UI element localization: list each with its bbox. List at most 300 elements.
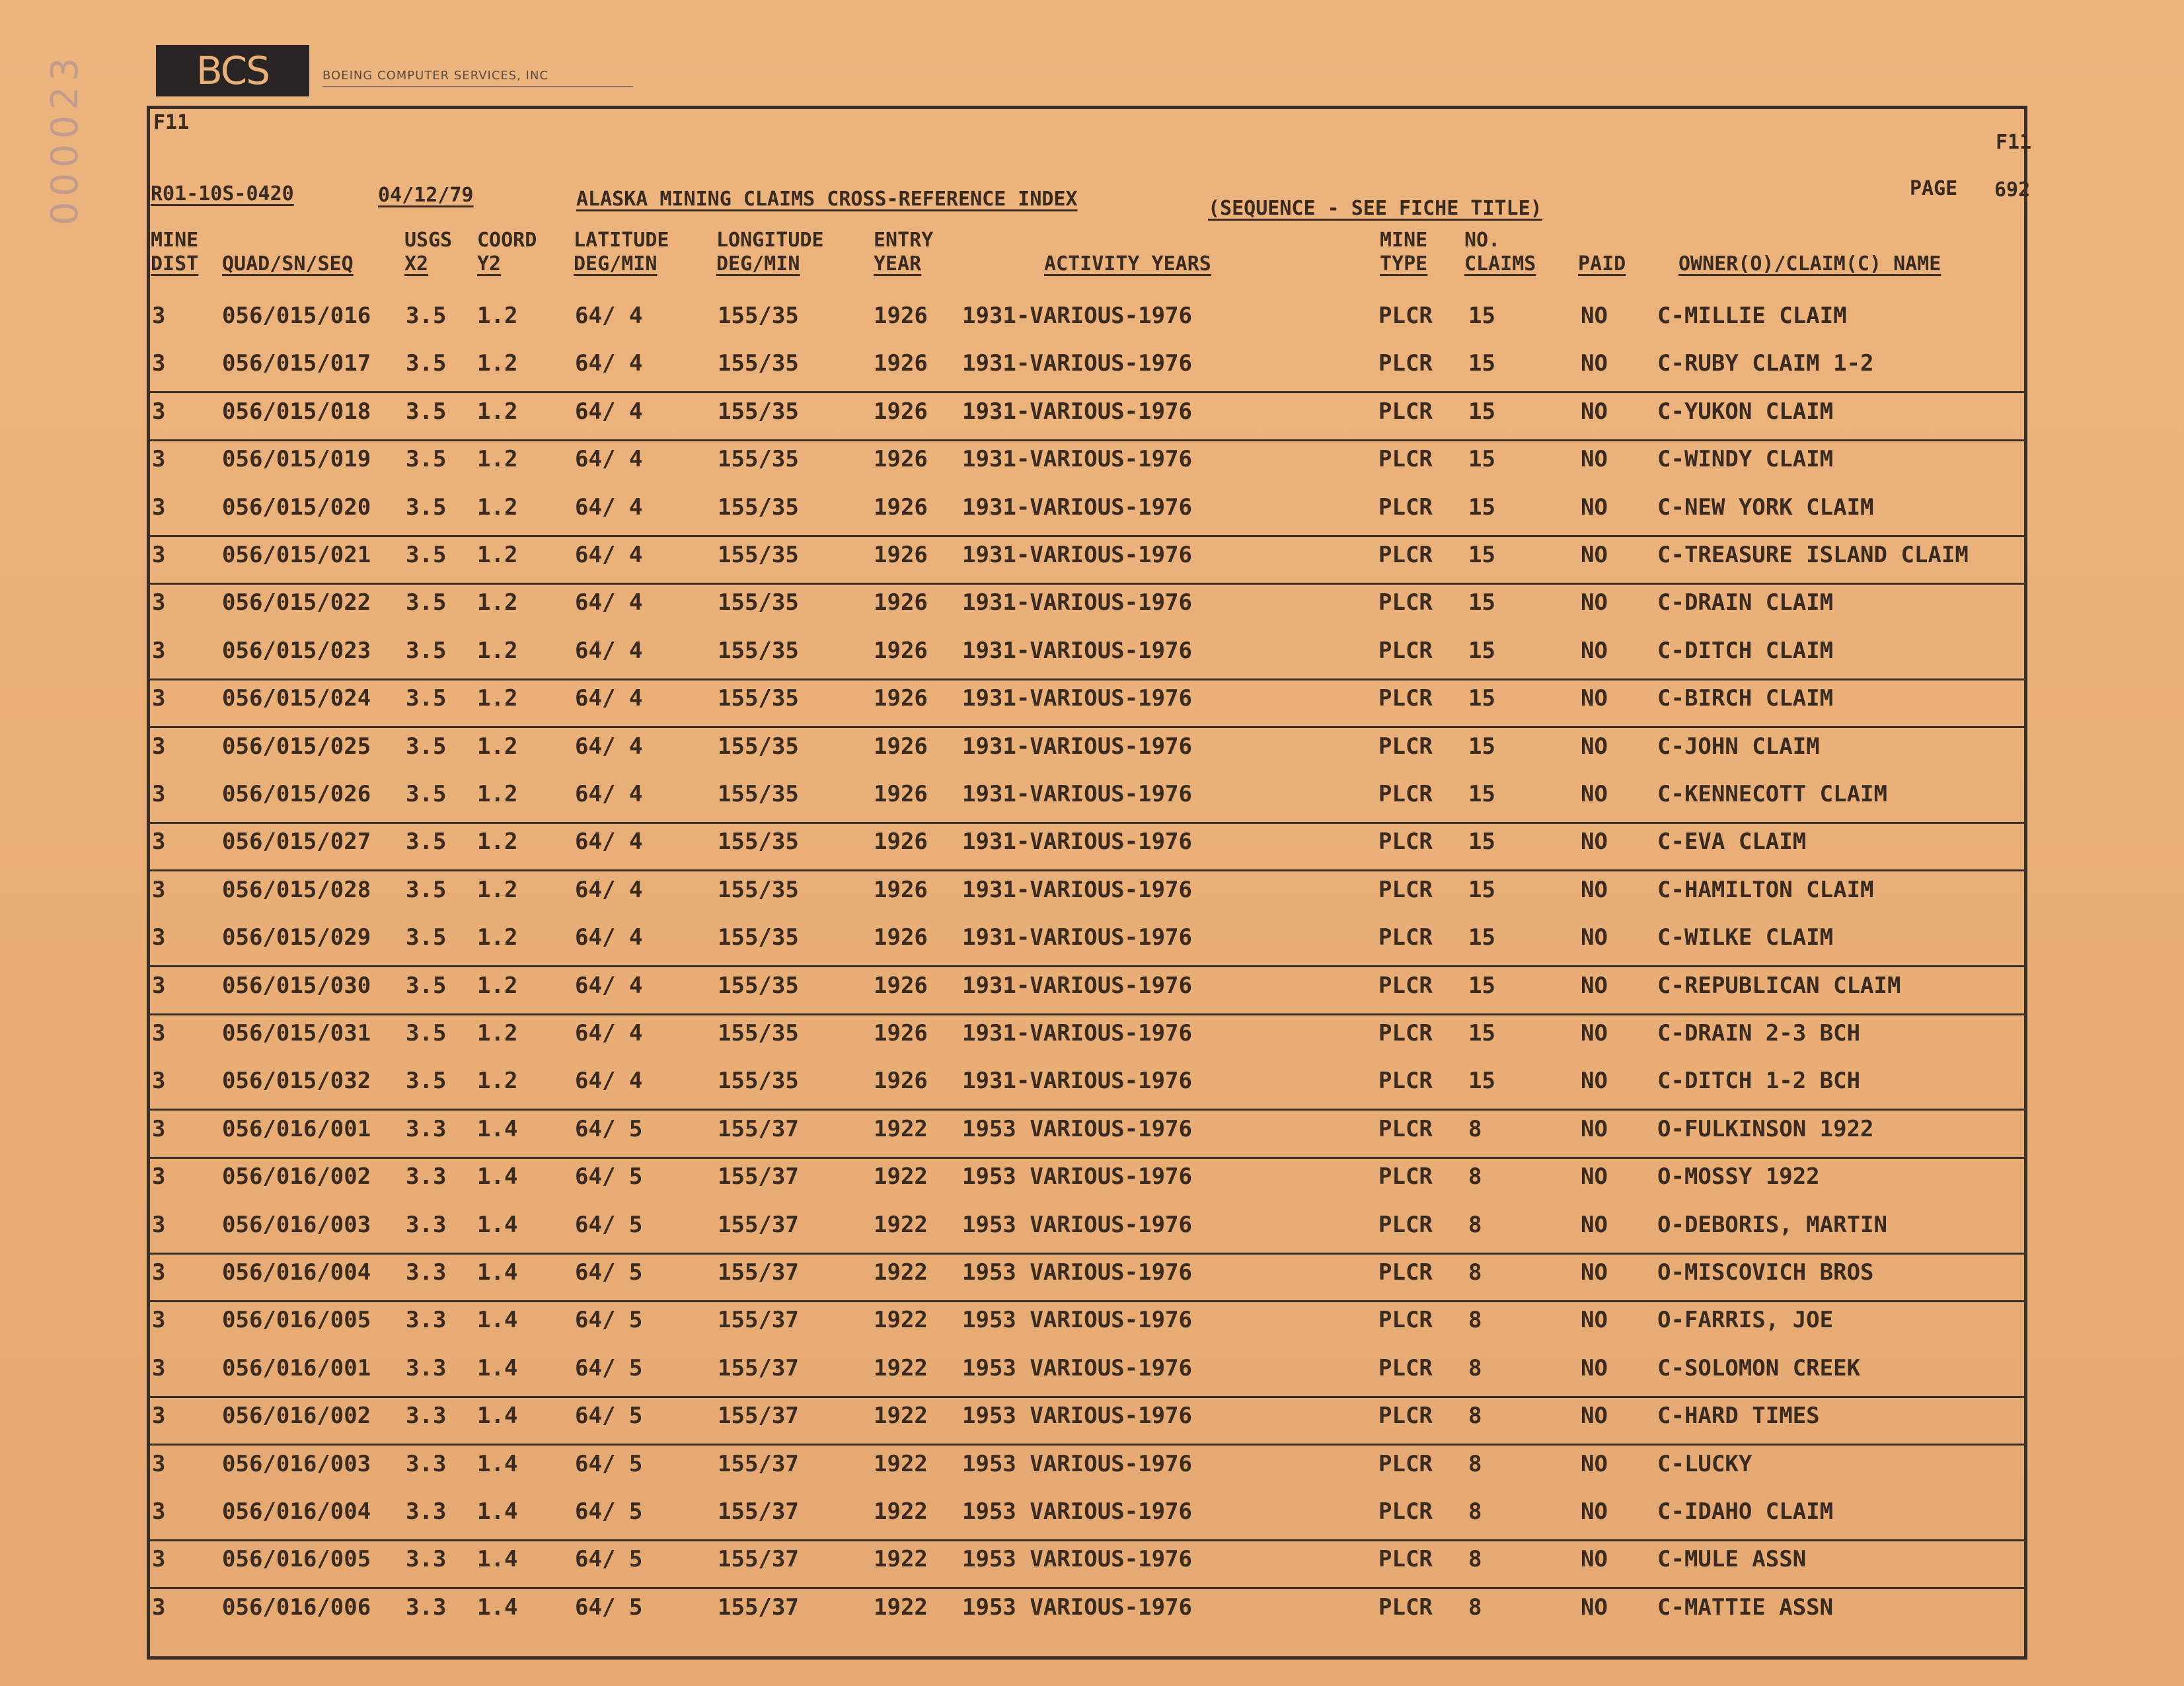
table-row [148,966,2026,1015]
corner-label-right: F11 [1996,131,2032,154]
cell-latitude: 64/ 4 [575,494,643,521]
cell-mine-type: PLCR [1378,781,1433,807]
cell-paid: NO [1581,303,1608,329]
cell-longitude: 155/35 [718,446,799,472]
cell-mine-dist: 3 [152,638,166,664]
cell-usgs-x2: 3.5 [406,1068,447,1094]
cell-usgs-x2: 3.3 [406,1212,447,1238]
cell-latitude: 64/ 4 [575,638,643,664]
cell-latitude: 64/ 5 [575,1307,643,1333]
cell-activity: 1931-VARIOUS-1976 [962,972,1192,999]
cell-activity: 1931-VARIOUS-1976 [962,781,1192,807]
cell-mine-type: PLCR [1378,494,1433,521]
report-sequence: (SEQUENCE - SEE FICHE TITLE) [1208,197,1542,220]
cell-claims: 8 [1468,1498,1482,1525]
column-header-line2: CLAIMS [1464,252,1536,275]
cell-owner: C-MATTIE ASSN [1657,1594,1834,1621]
cell-entry-year: 1926 [874,303,928,329]
column-header-line1 [1678,229,1941,252]
cell-paid: NO [1581,972,1608,999]
table-row [148,296,2026,344]
cell-quad: 056/015/026 [222,781,371,807]
cell-latitude: 64/ 4 [575,303,643,329]
cell-claims: 8 [1468,1355,1482,1381]
cell-mine-type: PLCR [1378,1546,1433,1572]
table-row [148,583,2026,630]
cell-mine-type: PLCR [1378,1451,1433,1477]
cell-activity: 1931-VARIOUS-1976 [962,303,1192,329]
cell-owner: C-SOLOMON CREEK [1657,1355,1861,1381]
cell-latitude: 64/ 4 [575,1068,643,1094]
cell-longitude: 155/37 [718,1116,799,1142]
column-header-activity [1044,229,1211,276]
cell-entry-year: 1926 [874,446,928,472]
cell-coord-y2: 1.4 [477,1498,518,1525]
cell-claims: 15 [1468,1020,1495,1046]
cell-mine-type: PLCR [1378,303,1433,329]
column-header-line2: QUAD/SN/SEQ [222,252,354,275]
cell-longitude: 155/35 [718,828,799,855]
cell-entry-year: 1926 [874,494,928,521]
cell-usgs-x2: 3.5 [406,924,447,951]
table-row [148,1444,2026,1492]
column-header-entry-year [874,229,933,276]
cell-usgs-x2: 3.5 [406,638,447,664]
cell-latitude: 64/ 5 [575,1116,643,1142]
cell-entry-year: 1922 [874,1116,928,1142]
table-row [148,678,2026,728]
cell-claims: 8 [1468,1259,1482,1286]
cell-coord-y2: 1.2 [477,1068,518,1094]
cell-owner: O-FARRIS, JOE [1657,1307,1834,1333]
cell-quad: 056/015/020 [222,494,371,521]
cell-longitude: 155/35 [718,1020,799,1046]
cell-paid: NO [1581,638,1608,664]
cell-claims: 15 [1468,398,1495,425]
cell-usgs-x2: 3.3 [406,1594,447,1621]
cell-claims: 15 [1468,1068,1495,1094]
cell-mine-type: PLCR [1378,446,1433,472]
cell-usgs-x2: 3.3 [406,1307,447,1333]
cell-mine-type: PLCR [1378,1116,1433,1142]
cell-paid: NO [1581,1546,1608,1572]
cell-mine-dist: 3 [152,1163,166,1190]
cell-quad: 056/015/027 [222,828,371,855]
cell-owner: C-BIRCH CLAIM [1657,685,1834,712]
cell-entry-year: 1922 [874,1355,928,1381]
cell-longitude: 155/35 [718,733,799,760]
cell-mine-type: PLCR [1378,1355,1433,1381]
cell-quad: 056/015/025 [222,733,371,760]
cell-latitude: 64/ 5 [575,1163,643,1190]
cell-owner: C-JOHN CLAIM [1657,733,1820,760]
cell-activity: 1931-VARIOUS-1976 [962,398,1192,425]
cell-coord-y2: 1.4 [477,1307,518,1333]
cell-paid: NO [1581,494,1608,521]
cell-owner: C-HARD TIMES [1657,1403,1820,1429]
cell-usgs-x2: 3.5 [406,1020,447,1046]
cell-mine-dist: 3 [152,398,166,425]
cell-quad: 056/016/002 [222,1403,371,1429]
cell-activity: 1953 VARIOUS-1976 [962,1116,1192,1142]
column-header-quad [222,229,354,276]
cell-longitude: 155/37 [718,1212,799,1238]
cell-claims: 8 [1468,1307,1482,1333]
cell-latitude: 64/ 4 [575,350,643,377]
cell-paid: NO [1581,1163,1608,1190]
cell-activity: 1953 VARIOUS-1976 [962,1307,1192,1333]
cell-owner: C-DRAIN 2-3 BCH [1657,1020,1861,1046]
cell-longitude: 155/37 [718,1163,799,1190]
cell-coord-y2: 1.2 [477,589,518,616]
cell-coord-y2: 1.2 [477,1020,518,1046]
table-row [148,727,2026,774]
cell-owner: O-FULKINSON 1922 [1657,1116,1874,1142]
cell-entry-year: 1926 [874,828,928,855]
cell-quad: 056/016/004 [222,1259,371,1286]
cell-usgs-x2: 3.3 [406,1116,447,1142]
cell-activity: 1953 VARIOUS-1976 [962,1355,1192,1381]
cell-claims: 15 [1468,685,1495,712]
column-header-usgs-x2 [404,229,452,276]
cell-mine-dist: 3 [152,1116,166,1142]
cell-quad: 056/016/003 [222,1451,371,1477]
cell-owner: C-MULE ASSN [1657,1546,1807,1572]
cell-paid: NO [1581,781,1608,807]
report-date: 04/12/79 [378,184,474,207]
cell-paid: NO [1581,1068,1608,1094]
cell-mine-dist: 3 [152,685,166,712]
cell-entry-year: 1926 [874,972,928,999]
cell-usgs-x2: 3.5 [406,781,447,807]
cell-claims: 15 [1468,733,1495,760]
cell-mine-dist: 3 [152,972,166,999]
cell-claims: 8 [1468,1163,1482,1190]
cell-mine-dist: 3 [152,494,166,521]
column-header-claims [1464,229,1536,276]
cell-latitude: 64/ 4 [575,685,643,712]
column-header-line1: MINE [151,229,199,252]
cell-coord-y2: 1.4 [477,1546,518,1572]
cell-claims: 15 [1468,638,1495,664]
cell-owner: C-DRAIN CLAIM [1657,589,1834,616]
cell-usgs-x2: 3.5 [406,350,447,377]
cell-longitude: 155/35 [718,781,799,807]
cell-entry-year: 1922 [874,1546,928,1572]
column-header-line1 [1578,229,1626,252]
column-header-line1: LATITUDE [574,229,669,252]
cell-latitude: 64/ 5 [575,1212,643,1238]
table-row [148,488,2026,537]
cell-longitude: 155/35 [718,1068,799,1094]
table-row [148,535,2026,585]
cell-paid: NO [1581,446,1608,472]
cell-paid: NO [1581,542,1608,568]
cell-usgs-x2: 3.5 [406,589,447,616]
cell-owner: C-DITCH CLAIM [1657,638,1834,664]
cell-latitude: 64/ 4 [575,542,643,568]
cell-mine-dist: 3 [152,1403,166,1429]
cell-coord-y2: 1.4 [477,1259,518,1286]
cell-claims: 15 [1468,972,1495,999]
cell-quad: 056/015/024 [222,685,371,712]
cell-paid: NO [1581,1594,1608,1621]
cell-claims: 15 [1468,781,1495,807]
cell-paid: NO [1581,1020,1608,1046]
cell-longitude: 155/35 [718,303,799,329]
cell-quad: 056/015/022 [222,589,371,616]
cell-paid: NO [1581,589,1608,616]
cell-latitude: 64/ 5 [575,1403,643,1429]
cell-entry-year: 1926 [874,924,928,951]
cell-longitude: 155/35 [718,542,799,568]
cell-coord-y2: 1.2 [477,638,518,664]
cell-usgs-x2: 3.3 [406,1498,447,1525]
cell-usgs-x2: 3.5 [406,828,447,855]
table-row [148,631,2026,680]
table-row [148,392,2026,441]
table-row [148,1588,2026,1635]
table-row [148,1300,2026,1348]
cell-quad: 056/015/016 [222,303,371,329]
table-row [148,439,2026,487]
cell-activity: 1931-VARIOUS-1976 [962,1020,1192,1046]
cell-mine-type: PLCR [1378,638,1433,664]
cell-activity: 1931-VARIOUS-1976 [962,924,1192,951]
cell-usgs-x2: 3.3 [406,1355,447,1381]
cell-coord-y2: 1.2 [477,972,518,999]
cell-owner: C-HAMILTON CLAIM [1657,877,1874,903]
cell-claims: 15 [1468,877,1495,903]
cell-activity: 1931-VARIOUS-1976 [962,494,1192,521]
cell-usgs-x2: 3.3 [406,1546,447,1572]
cell-mine-type: PLCR [1378,1594,1433,1621]
cell-claims: 15 [1468,446,1495,472]
logo-subtitle: BOEING COMPUTER SERVICES, INC [322,66,633,87]
cell-coord-y2: 1.2 [477,685,518,712]
cell-mine-dist: 3 [152,1451,166,1477]
cell-latitude: 64/ 4 [575,446,643,472]
cell-activity: 1931-VARIOUS-1976 [962,1068,1192,1094]
cell-latitude: 64/ 5 [575,1546,643,1572]
column-header-mine-type [1380,229,1427,276]
cell-mine-type: PLCR [1378,828,1433,855]
column-header-longitude [716,229,824,276]
cell-coord-y2: 1.2 [477,542,518,568]
column-header-line1: COORD [477,229,537,252]
cell-longitude: 155/37 [718,1259,799,1286]
cell-claims: 15 [1468,350,1495,377]
column-header-line1: MINE [1380,229,1428,252]
table-row [148,918,2026,967]
cell-usgs-x2: 3.3 [406,1403,447,1429]
cell-activity: 1931-VARIOUS-1976 [962,877,1192,903]
cell-mine-type: PLCR [1378,1068,1433,1094]
cell-mine-dist: 3 [152,303,166,329]
cell-claims: 8 [1468,1116,1482,1142]
cell-latitude: 64/ 5 [575,1594,643,1621]
cell-entry-year: 1926 [874,685,928,712]
cell-activity: 1931-VARIOUS-1976 [962,685,1192,712]
column-header-line1: USGS [404,229,453,252]
column-header-line1: ENTRY [874,229,934,252]
cell-paid: NO [1581,1307,1608,1333]
cell-activity: 1931-VARIOUS-1976 [962,638,1192,664]
cell-paid: NO [1581,1259,1608,1286]
cell-paid: NO [1581,924,1608,951]
cell-activity: 1931-VARIOUS-1976 [962,733,1192,760]
column-header-line1: LONGITUDE [716,229,824,252]
cell-coord-y2: 1.4 [477,1594,518,1621]
cell-longitude: 155/35 [718,494,799,521]
cell-mine-type: PLCR [1378,589,1433,616]
cell-activity: 1953 VARIOUS-1976 [962,1546,1192,1572]
cell-mine-type: PLCR [1378,924,1433,951]
column-header-line1 [1044,229,1211,252]
cell-coord-y2: 1.4 [477,1212,518,1238]
cell-claims: 15 [1468,828,1495,855]
cell-claims: 15 [1468,924,1495,951]
cell-latitude: 64/ 4 [575,398,643,425]
cell-quad: 056/016/003 [222,1212,371,1238]
cell-quad: 056/015/019 [222,446,371,472]
cell-owner: C-REPUBLICAN CLAIM [1657,972,1901,999]
cell-entry-year: 1926 [874,542,928,568]
cell-paid: NO [1581,1212,1608,1238]
cell-activity: 1931-VARIOUS-1976 [962,589,1192,616]
column-header-line2: DEG/MIN [716,252,800,275]
cell-entry-year: 1922 [874,1451,928,1477]
cell-longitude: 155/37 [718,1451,799,1477]
cell-longitude: 155/37 [718,1307,799,1333]
column-header-line2: Y2 [477,252,502,275]
cell-coord-y2: 1.2 [477,828,518,855]
cell-longitude: 155/37 [718,1498,799,1525]
cell-quad: 056/016/001 [222,1116,371,1142]
cell-mine-dist: 3 [152,1498,166,1525]
table-row [148,1157,2026,1204]
column-header-line1: NO. [1464,229,1501,252]
cell-paid: NO [1581,398,1608,425]
cell-mine-type: PLCR [1378,542,1433,568]
table-row [148,1348,2026,1398]
cell-usgs-x2: 3.5 [406,542,447,568]
cell-paid: NO [1581,685,1608,712]
cell-quad: 056/015/031 [222,1020,371,1046]
cell-quad: 056/015/023 [222,638,371,664]
cell-usgs-x2: 3.5 [406,398,447,425]
cell-longitude: 155/35 [718,877,799,903]
cell-owner: C-DITCH 1-2 BCH [1657,1068,1861,1094]
report-id: R01-10S-0420 [151,182,294,205]
cell-mine-dist: 3 [152,1546,166,1572]
cell-usgs-x2: 3.5 [406,972,447,999]
bcs-logo: BCS [156,45,309,96]
cell-coord-y2: 1.2 [477,494,518,521]
cell-owner: C-WINDY CLAIM [1657,446,1834,472]
cell-coord-y2: 1.2 [477,398,518,425]
table-row [148,870,2026,918]
cell-mine-dist: 3 [152,350,166,377]
cell-quad: 056/016/004 [222,1498,371,1525]
cell-mine-dist: 3 [152,1307,166,1333]
column-header-line2: ACTIVITY YEARS [1044,252,1211,275]
table-row [148,1013,2026,1061]
cell-owner: O-DEBORIS, MARTIN [1657,1212,1887,1238]
cell-activity: 1931-VARIOUS-1976 [962,828,1192,855]
cell-claims: 15 [1468,494,1495,521]
table-row [148,1396,2026,1446]
column-header-mine-dist [151,229,198,276]
cell-quad: 056/015/029 [222,924,371,951]
cell-claims: 8 [1468,1594,1482,1621]
table-row [148,1061,2026,1111]
cell-mine-dist: 3 [152,1020,166,1046]
cell-paid: NO [1581,1403,1608,1429]
cell-paid: NO [1581,1116,1608,1142]
table-row [148,1492,2026,1541]
cell-usgs-x2: 3.5 [406,494,447,521]
cell-activity: 1953 VARIOUS-1976 [962,1212,1192,1238]
cell-owner: C-TREASURE ISLAND CLAIM [1657,542,1969,568]
cell-quad: 056/016/005 [222,1546,371,1572]
cell-usgs-x2: 3.5 [406,733,447,760]
cell-coord-y2: 1.4 [477,1403,518,1429]
cell-entry-year: 1926 [874,350,928,377]
cell-entry-year: 1926 [874,398,928,425]
cell-entry-year: 1926 [874,1068,928,1094]
cell-mine-type: PLCR [1378,1212,1433,1238]
cell-quad: 056/016/006 [222,1594,371,1621]
cell-owner: C-RUBY CLAIM 1-2 [1657,350,1874,377]
cell-longitude: 155/35 [718,350,799,377]
cell-longitude: 155/37 [718,1355,799,1381]
column-header-line2: X2 [404,252,429,275]
cell-claims: 8 [1468,1403,1482,1429]
cell-entry-year: 1922 [874,1163,928,1190]
cell-coord-y2: 1.2 [477,733,518,760]
cell-quad: 056/016/001 [222,1355,371,1381]
column-header-line2: YEAR [874,252,922,275]
cell-mine-dist: 3 [152,1212,166,1238]
column-header-coord-y2 [477,229,537,276]
cell-coord-y2: 1.4 [477,1355,518,1381]
cell-coord-y2: 1.2 [477,303,518,329]
cell-mine-type: PLCR [1378,733,1433,760]
cell-paid: NO [1581,1498,1608,1525]
report-title: ALASKA MINING CLAIMS CROSS-REFERENCE INDEX [576,188,1078,211]
cell-claims: 15 [1468,589,1495,616]
cell-longitude: 155/35 [718,924,799,951]
cell-entry-year: 1922 [874,1594,928,1621]
cell-mine-dist: 3 [152,924,166,951]
page-number: 692 [1994,178,2031,202]
table-row [148,344,2026,393]
table-row [148,1109,2026,1159]
cell-entry-year: 1926 [874,589,928,616]
cell-latitude: 64/ 4 [575,828,643,855]
cell-longitude: 155/35 [718,589,799,616]
cell-mine-dist: 3 [152,446,166,472]
cell-owner: C-NEW YORK CLAIM [1657,494,1874,521]
cell-mine-type: PLCR [1378,1259,1433,1286]
cell-mine-type: PLCR [1378,398,1433,425]
cell-paid: NO [1581,733,1608,760]
cell-coord-y2: 1.4 [477,1163,518,1190]
side-frame-number: 000023 [44,52,87,225]
cell-usgs-x2: 3.3 [406,1259,447,1286]
cell-mine-dist: 3 [152,781,166,807]
